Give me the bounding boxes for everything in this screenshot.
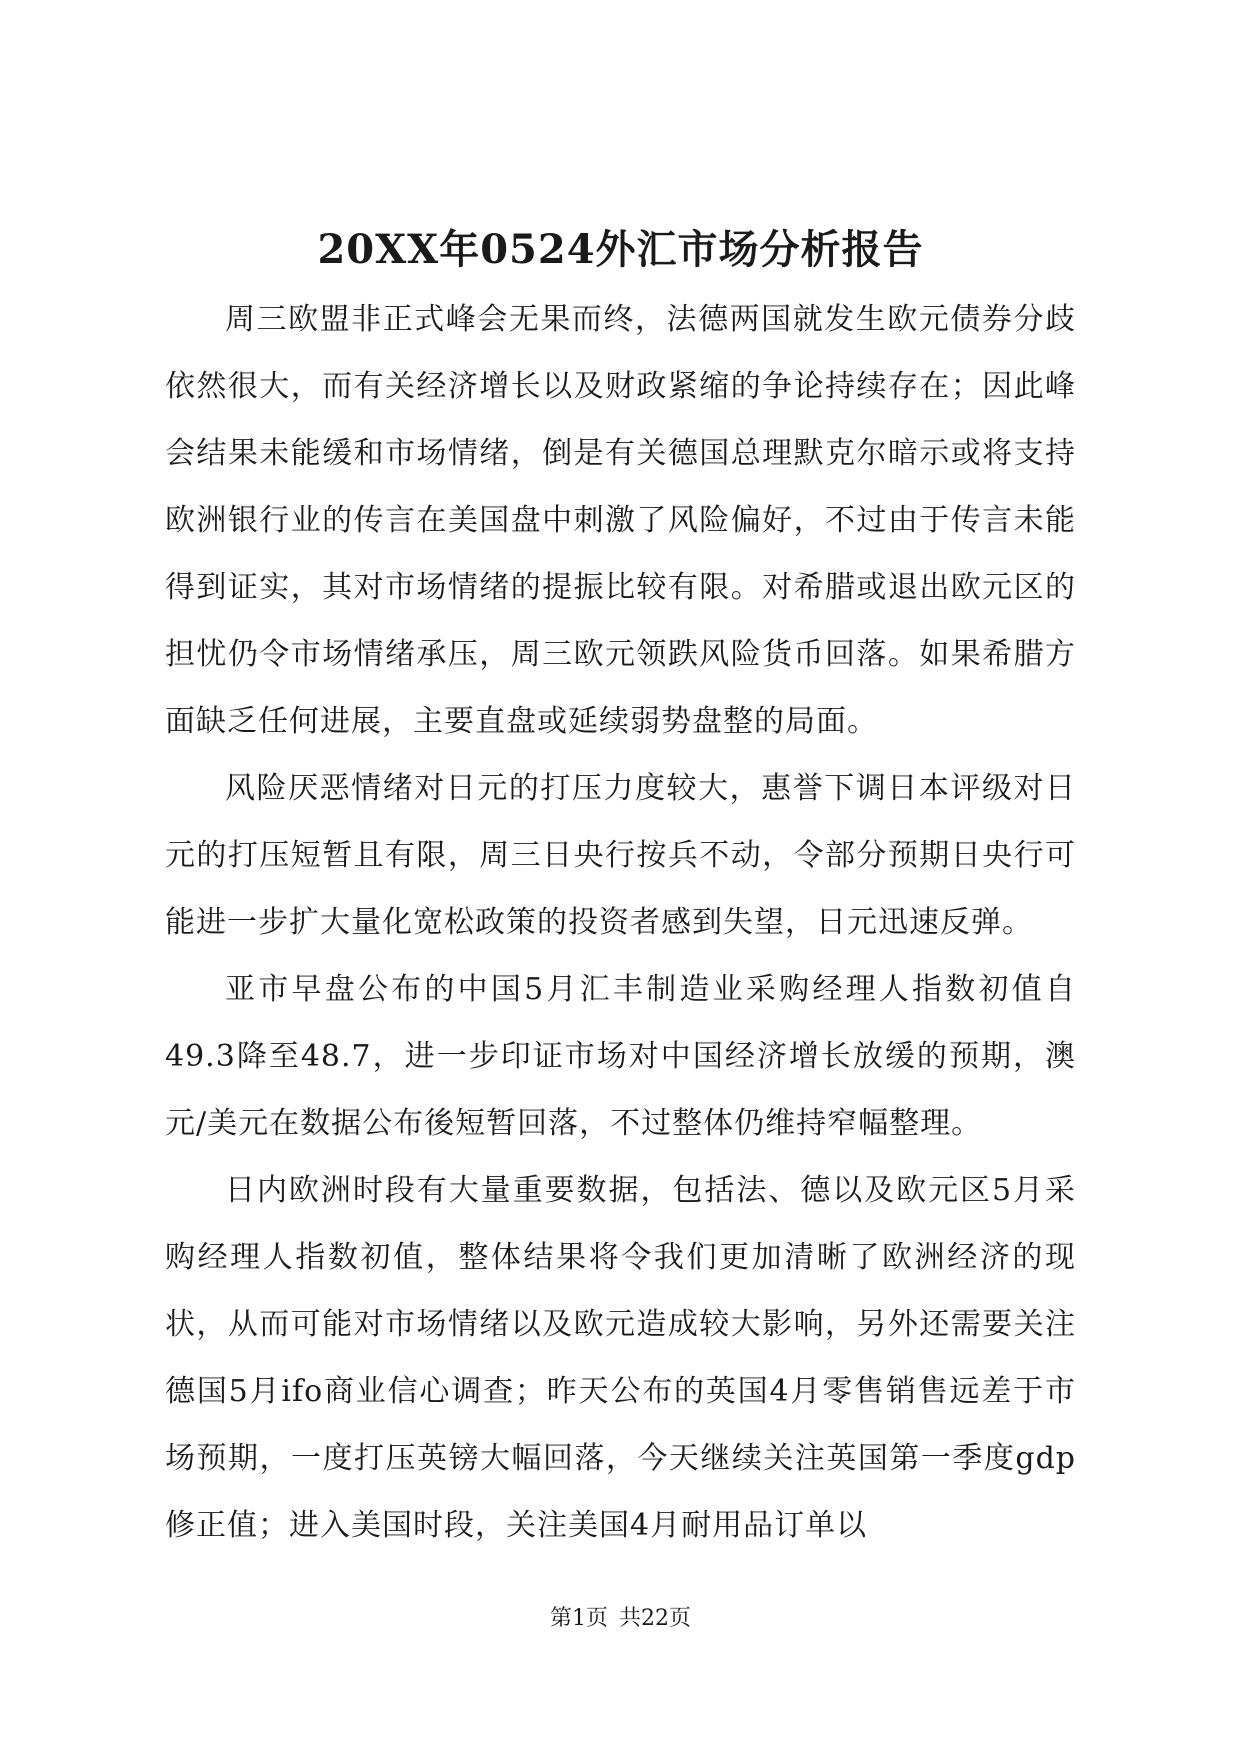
page-footer (0, 1604, 1241, 1634)
document-title: 20XX年0524外汇市场分析报告 (317, 226, 924, 273)
paragraph-1: 周三欧盟非正式峰会无果而终，法德两国就发生欧元债券分歧依然很大，而有关经济增长以及财政紧缩的争论持续存在；因此峰会结果未能缓和市场情绪，倒是有关德国总理默克尔暗示或将支持欧洲银行业的传言在美国盘中刺激了风险偏好，不过由于传言未能得到证实，其对市场情绪的提振比较有限。对希腊或退出欧元区的担忧仍令市场情绪承压，周三欧元领跌风险货币回落。如果希腊方面缺乏任何进展，主要直盘或延续弱势盘整的局面。 (165, 302, 1076, 739)
document-body (165, 286, 1076, 1559)
paragraph-3: 亚市早盘公布的中国5月汇丰制造业采购经理人指数初值自49.3降至48.7，进一步印证市场对中国经济增长放缓的预期，澳元/美元在数据公布後短暂回落，不过整体仍维持窄幅整理。 (165, 972, 1076, 1141)
page-number: 第1页 (550, 1606, 608, 1631)
page-total: 共22页 (619, 1606, 691, 1631)
paragraph-4: 日内欧洲时段有大量重要数据，包括法、德以及欧元区5月采购经理人指数初值，整体结果将令我们更加清晰了欧洲经济的现状，从而可能对市场情绪以及欧元造成较大影响，另外还需要关注德国5月ifo商业信心调查；昨天公布的英国4月零售销售远差于市场预期，一度打压英镑大幅回落，今天继续关注英国第一季度gdp修正值；进入美国时段，关注美国4月耐用品订单以 (165, 1173, 1076, 1543)
paragraph-2: 风险厌恶情绪对日元的打压力度较大，惠誉下调日本评级对日元的打压短暂且有限，周三日央行按兵不动，令部分预期日央行可能进一步扩大量化宽松政策的投资者感到失望，日元迅速反弹。 (165, 771, 1076, 940)
